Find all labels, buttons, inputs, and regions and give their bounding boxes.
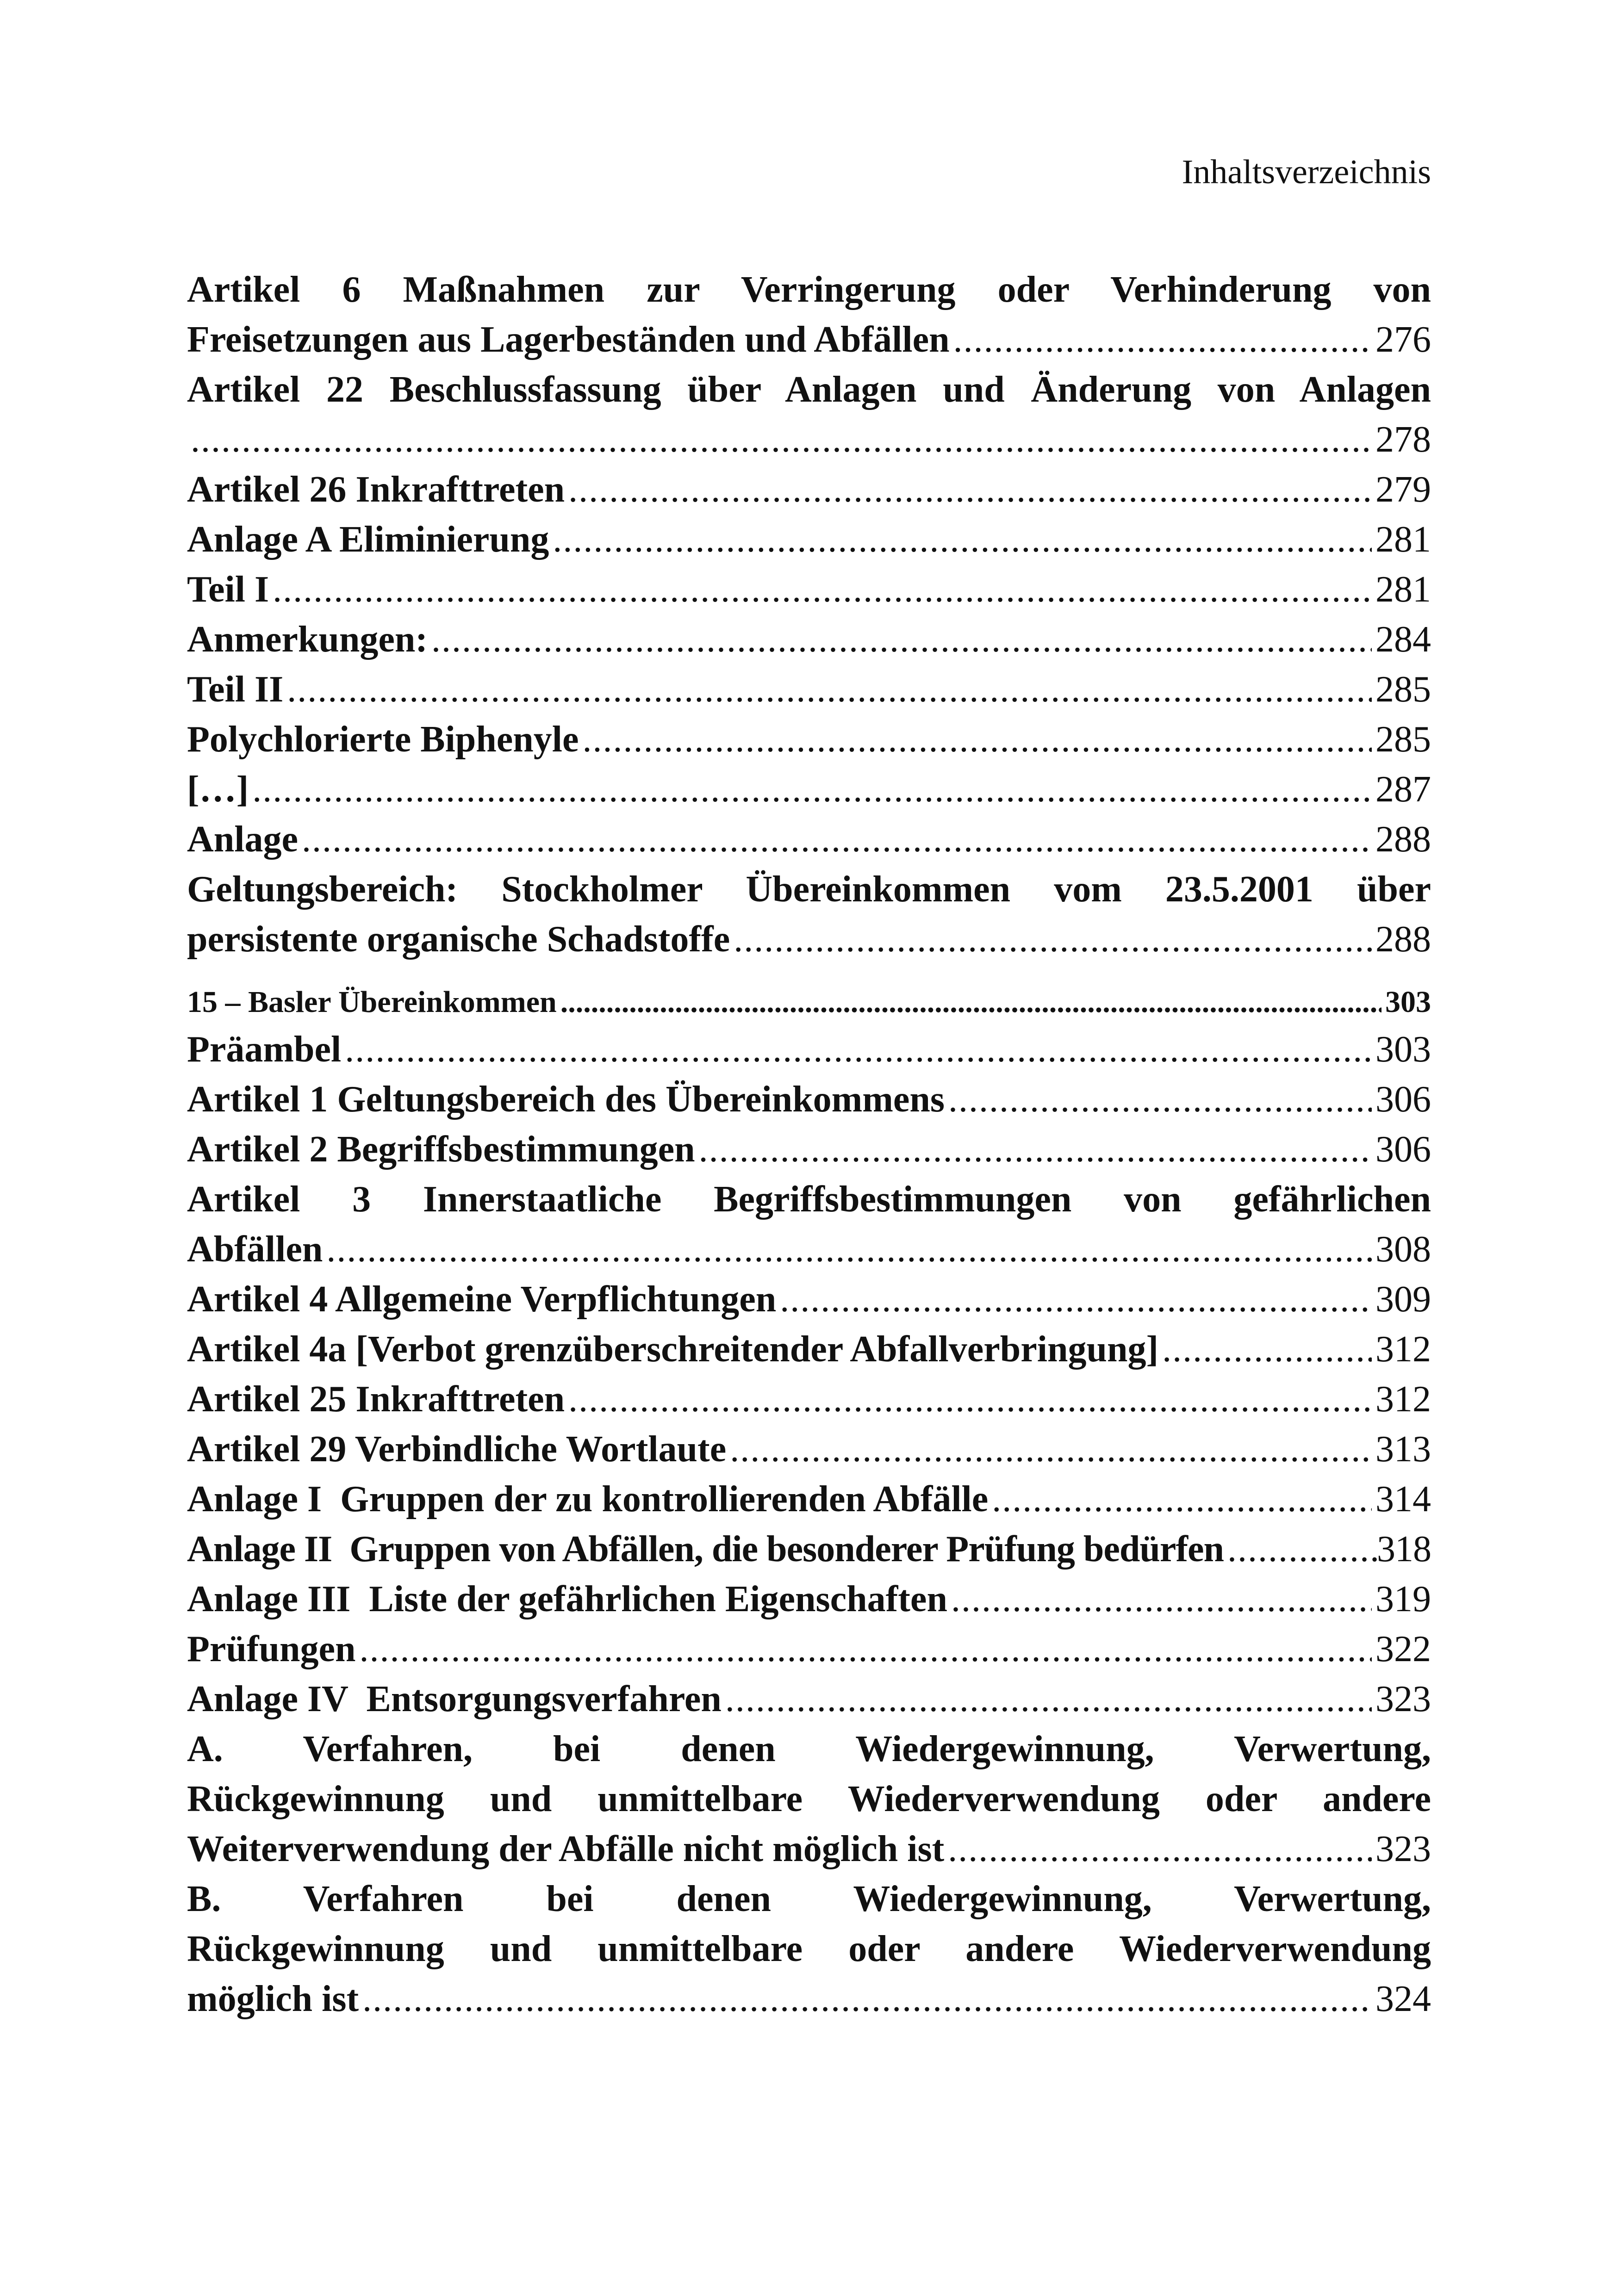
toc-entry-title: Artikel 26 Inkrafttreten — [187, 469, 565, 510]
toc-entry[interactable] — [187, 614, 1431, 664]
toc-entry-title: Teil II — [187, 669, 284, 710]
toc-page-number: 284 — [1375, 619, 1431, 660]
toc-page-number: 312 — [1375, 1379, 1431, 1420]
toc-entry[interactable] — [187, 1024, 1431, 1074]
toc-entry-title-line: Rückgewinnung und unmittelbare oder andere Wiederverwendung — [187, 1929, 1431, 1969]
toc-entry[interactable] — [187, 1624, 1431, 1674]
toc-entry-title: […] — [187, 769, 249, 810]
toc-entry-title-line: Artikel 6 Maßnahmen zur Verringerung oder Verhinderung von — [187, 269, 1431, 310]
toc-entry-title-line: Artikel 3 Innerstaatliche Begriffsbestimmungen von gefährlichen — [187, 1179, 1431, 1220]
toc-entry-title-line: Artikel 22 Beschlussfassung über Anlagen und Änderung von Anlagen — [187, 369, 1431, 410]
leader-dots — [326, 1224, 1372, 1274]
leader-dots — [362, 1974, 1372, 2024]
toc-section-heading[interactable] — [187, 980, 1431, 1024]
toc-page-number: 306 — [1375, 1079, 1431, 1120]
toc-page-number: 322 — [1375, 1629, 1431, 1669]
toc-entry[interactable] — [187, 1724, 1431, 1874]
toc-entry-title: Artikel 1 Geltungsbereich des Übereinkommens — [187, 1079, 945, 1120]
toc-entry[interactable] — [187, 1274, 1431, 1324]
toc-entry-title-line: B. Verfahren bei denen Wiedergewinnung, Verwertung, — [187, 1879, 1431, 1919]
toc-page-number: 281 — [1375, 569, 1431, 610]
toc-page-number: 288 — [1375, 919, 1431, 960]
leader-dots — [583, 714, 1372, 764]
toc-entry[interactable] — [187, 764, 1431, 814]
toc-entry-title: Polychlorierte Biphenyle — [187, 719, 579, 760]
toc-page-number: 276 — [1375, 319, 1431, 360]
toc-entry-title: Präambel — [187, 1029, 342, 1070]
leader-dots — [345, 1024, 1372, 1074]
leader-dots — [287, 664, 1372, 714]
toc-page-number: 314 — [1375, 1479, 1431, 1520]
toc-page-number: 323 — [1375, 1829, 1431, 1869]
toc-entry[interactable] — [187, 714, 1431, 764]
running-header: Inhaltsverzeichnis — [1182, 153, 1431, 191]
toc-entry-title: Teil I — [187, 569, 269, 610]
toc-entry[interactable] — [187, 515, 1431, 565]
toc-entry-title-line: Rückgewinnung und unmittelbare Wiederverwendung oder andere — [187, 1779, 1431, 1819]
leader-dots — [560, 980, 1382, 1024]
toc-page-number: 285 — [1375, 669, 1431, 710]
toc-entry[interactable] — [187, 1874, 1431, 2024]
toc-page-number: 306 — [1375, 1129, 1431, 1170]
toc-entry[interactable] — [187, 1524, 1431, 1574]
toc-entry-title: Anlage IV Entsorgungsverfahren — [187, 1679, 722, 1719]
toc-entry-title: Anlage I Gruppen der zu kontrollierenden Abfälle — [187, 1479, 989, 1520]
toc-entry-title: Anlage — [187, 819, 298, 860]
toc-page-number: 288 — [1375, 819, 1431, 860]
toc-page-number: 281 — [1375, 519, 1431, 560]
toc-entry[interactable] — [187, 1174, 1431, 1274]
leader-dots — [948, 1824, 1372, 1874]
toc-entry-title: Freisetzungen aus Lagerbeständen und Abfällen — [187, 319, 950, 360]
leader-dots — [992, 1474, 1372, 1524]
toc-page-number: 313 — [1375, 1429, 1431, 1470]
leader-dots — [1227, 1524, 1377, 1574]
leader-dots — [725, 1674, 1372, 1724]
leader-dots — [730, 1424, 1372, 1474]
toc-entry[interactable] — [187, 1324, 1431, 1374]
toc-page-number: 324 — [1375, 1979, 1431, 2019]
leader-dots — [191, 415, 1372, 465]
toc-entry[interactable] — [187, 814, 1431, 864]
leader-dots — [568, 465, 1372, 515]
toc-entry[interactable] — [187, 1074, 1431, 1124]
leader-dots — [951, 1574, 1372, 1624]
leader-dots — [780, 1274, 1372, 1324]
toc-page-number: 278 — [1375, 419, 1431, 460]
toc-entry[interactable] — [187, 664, 1431, 714]
toc-entry[interactable] — [187, 565, 1431, 614]
toc-entry-title: Anlage III Liste der gefährlichen Eigenschaften — [187, 1579, 947, 1620]
toc-page-number: 287 — [1375, 769, 1431, 810]
toc-entry-title: Abfällen — [187, 1229, 323, 1270]
toc-entry-title: Prüfungen — [187, 1629, 356, 1669]
toc-page-number: 318 — [1377, 1529, 1431, 1570]
leader-dots — [302, 814, 1372, 864]
toc-page-number: 309 — [1375, 1279, 1431, 1320]
toc-entry-title: Artikel 25 Inkrafttreten — [187, 1379, 565, 1420]
leader-dots — [948, 1074, 1372, 1124]
toc-entry-title-line: A. Verfahren, bei denen Wiedergewinnung, Verwertung, — [187, 1729, 1431, 1769]
toc-entry[interactable] — [187, 1474, 1431, 1524]
leader-dots — [953, 315, 1372, 365]
toc-page-number: 303 — [1375, 1029, 1431, 1070]
toc-entry-title: 15 – Basler Übereinkommen — [187, 985, 557, 1019]
leader-dots — [1162, 1324, 1372, 1374]
toc-entry[interactable] — [187, 1124, 1431, 1174]
toc-entry-title-line: Geltungsbereich: Stockholmer Übereinkommen vom 23.5.2001 über — [187, 869, 1431, 910]
toc-entry[interactable] — [187, 864, 1431, 964]
toc-entry[interactable] — [187, 1674, 1431, 1724]
toc-entry-title: Artikel 29 Verbindliche Wortlaute — [187, 1429, 727, 1470]
toc-entry-title: Anlage A Eliminierung — [187, 519, 549, 560]
toc-entry-title: persistente organische Schadstoffe — [187, 919, 730, 960]
toc-entry[interactable] — [187, 1574, 1431, 1624]
toc-page-number: 323 — [1375, 1679, 1431, 1719]
toc-page-number: 303 — [1385, 985, 1431, 1019]
table-of-contents — [187, 265, 1431, 2024]
toc-entry[interactable] — [187, 1374, 1431, 1424]
toc-page-number: 312 — [1375, 1329, 1431, 1370]
toc-page-number: 308 — [1375, 1229, 1431, 1270]
toc-entry-title: Artikel 2 Begriffsbestimmungen — [187, 1129, 695, 1170]
leader-dots — [431, 614, 1372, 664]
toc-entry[interactable] — [187, 365, 1431, 465]
leader-dots — [699, 1124, 1372, 1174]
toc-entry-title: Artikel 4 Allgemeine Verpflichtungen — [187, 1279, 777, 1320]
toc-page-number: 319 — [1375, 1579, 1431, 1620]
leader-dots — [568, 1374, 1372, 1424]
leader-dots — [734, 914, 1372, 964]
toc-entry[interactable] — [187, 1424, 1431, 1474]
toc-entry-title: Anmerkungen: — [187, 619, 428, 660]
toc-entry-title: möglich ist — [187, 1979, 359, 2019]
leader-dots — [252, 764, 1372, 814]
toc-entry-title: Artikel 4a [Verbot grenzüberschreitender Abfallverbringung] — [187, 1329, 1159, 1370]
toc-page-number: 279 — [1375, 469, 1431, 510]
leader-dots — [360, 1624, 1372, 1674]
leader-dots — [273, 565, 1372, 614]
toc-entry[interactable] — [187, 465, 1431, 515]
toc-entry-title: Anlage II Gruppen von Abfällen, die besonderer Prüfung bedürfen — [187, 1529, 1224, 1570]
toc-page-number: 285 — [1375, 719, 1431, 760]
toc-entry-title: Weiterverwendung der Abfälle nicht möglich ist — [187, 1829, 945, 1869]
toc-entry[interactable] — [187, 265, 1431, 365]
leader-dots — [553, 515, 1372, 565]
